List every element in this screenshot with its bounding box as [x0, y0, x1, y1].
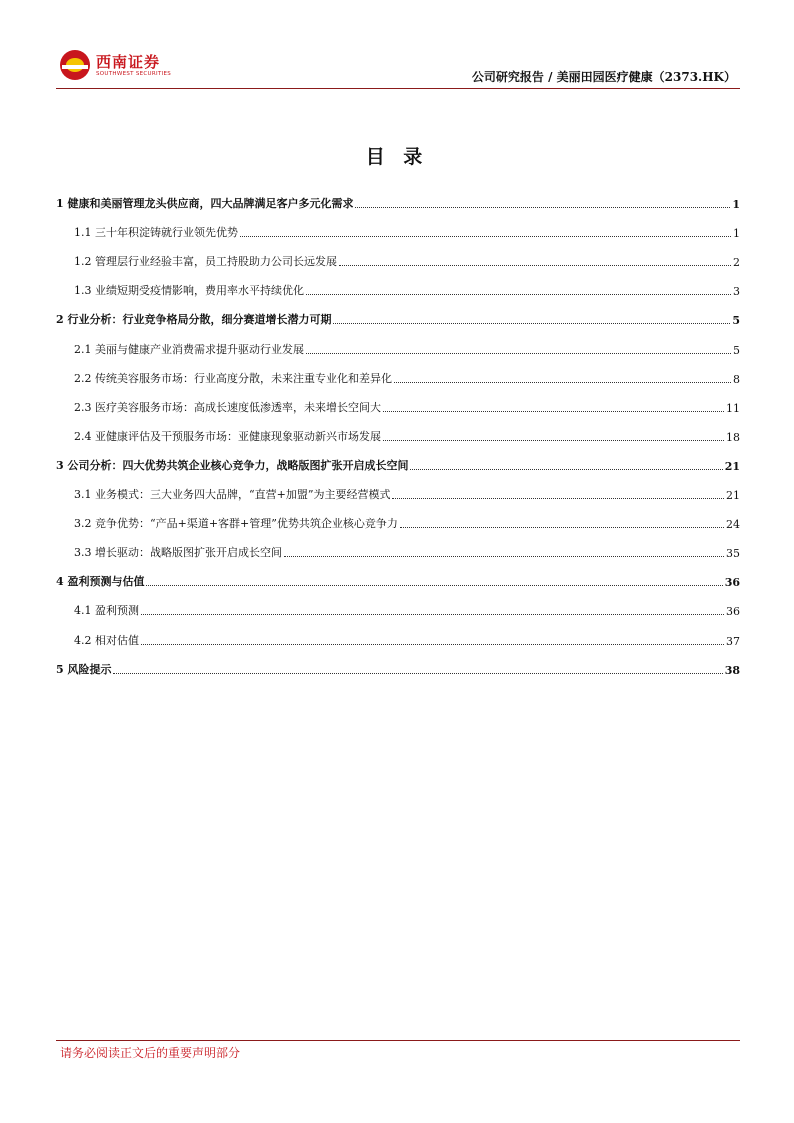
toc-entry-title: 3.1 业务模式：三大业务四大品牌，“直营+加盟”为主要经营模式: [74, 488, 391, 502]
toc-entry[interactable]: [56, 269, 740, 298]
toc-entry[interactable]: [56, 182, 740, 211]
toc-entry[interactable]: [56, 560, 740, 589]
logo-chinese-name: 西南证券: [96, 53, 161, 71]
toc-entry[interactable]: [56, 327, 740, 356]
toc-dot-leader: [392, 498, 724, 499]
toc-entry-page: 11: [726, 401, 740, 415]
toc-dot-leader: [410, 469, 722, 470]
toc-entry-page: 21: [724, 459, 740, 473]
toc-entry-title: 2.3 医疗美容服务市场：高成长速度低渗透率，未来增长空间大: [74, 400, 381, 414]
header-divider: [56, 88, 740, 89]
toc-entry[interactable]: [56, 240, 740, 269]
footer-disclaimer: 请务必阅读正文后的重要声明部分: [60, 1046, 241, 1060]
toc-entry-page: 8: [733, 372, 740, 386]
toc-entry-page: 18: [726, 430, 740, 444]
toc-entry[interactable]: [56, 531, 740, 560]
toc-dot-leader: [339, 265, 731, 266]
toc-entry[interactable]: [56, 473, 740, 502]
toc-dot-leader: [141, 644, 724, 645]
toc-entry-page: 1: [733, 227, 740, 241]
toc-dot-leader: [306, 294, 731, 295]
toc-entry-page: 37: [726, 634, 740, 648]
toc-entry-title: 4 盈利预测与估值: [56, 575, 145, 589]
toc-entry-title: 1.3 业绩短期受疫情影响，费用率水平持续优化: [74, 284, 304, 298]
toc-entry-title: 2.1 美丽与健康产业消费需求提升驱动行业发展: [74, 342, 304, 356]
toc-entry-title: 3 公司分析：四大优势共筑企业核心竞争力，战略版图扩张开启成长空间: [56, 458, 409, 472]
toc-entry-page: 35: [726, 547, 740, 561]
toc-entry-page: 2: [733, 256, 740, 270]
toc-dot-leader: [141, 614, 724, 615]
toc-entry-title: 1.1 三十年积淀铸就行业领先优势: [74, 226, 238, 240]
report-header-title: 公司研究报告 / 美丽田园医疗健康（2373.HK）: [471, 70, 736, 84]
toc-dot-leader: [333, 323, 730, 324]
toc-dot-leader: [113, 673, 722, 674]
toc-entry[interactable]: [56, 618, 740, 647]
toc-entry-page: 36: [724, 576, 740, 590]
toc-entry[interactable]: [56, 386, 740, 415]
toc-dot-leader: [394, 382, 731, 383]
toc-entry-page: 5: [733, 343, 740, 357]
toc-entry[interactable]: [56, 211, 740, 240]
toc-entry-title: 4.1 盈利预测: [74, 604, 139, 618]
toc-entry-title: 3.3 增长驱动：战略版图扩张开启成长空间: [74, 546, 282, 560]
toc-dot-leader: [400, 527, 724, 528]
toc-entry[interactable]: [56, 589, 740, 618]
toc-dot-leader: [355, 207, 730, 208]
footer-divider: [56, 1040, 740, 1041]
toc-entry-title: 1 健康和美丽管理龙头供应商，四大品牌满足客户多元化需求: [56, 197, 354, 211]
toc-entry-page: 21: [726, 489, 740, 503]
toc-entry[interactable]: [56, 444, 740, 473]
company-logo: [60, 48, 200, 88]
toc-entry-title: 2.2 传统美容服务市场：行业高度分散，未来注重专业化和差异化: [74, 371, 392, 385]
toc-entry-page: 5: [732, 314, 740, 328]
toc-dot-leader: [284, 556, 724, 557]
toc-dot-leader: [146, 585, 722, 586]
toc-entry-title: 1.2 管理层行业经验丰富，员工持股助力公司长远发展: [74, 255, 337, 269]
toc-entry[interactable]: [56, 357, 740, 386]
toc-dot-leader: [383, 411, 724, 412]
toc-dot-leader: [383, 440, 724, 441]
logo-english-name: SOUTHWEST SECURITIES: [96, 71, 172, 77]
toc-entry-page: 36: [726, 605, 740, 619]
toc-entry-title: 3.2 竞争优势：“产品+渠道+客群+管理”优势共筑企业核心竞争力: [74, 517, 398, 531]
toc-dot-leader: [306, 353, 731, 354]
toc-entry-page: 1: [732, 198, 740, 212]
toc-entry[interactable]: [56, 648, 740, 677]
toc-heading: 目 录: [365, 146, 429, 168]
toc-entry[interactable]: [56, 298, 740, 327]
toc-entry-title: 4.2 相对估值: [74, 633, 139, 647]
toc-entry-title: 5 风险提示: [56, 662, 112, 676]
toc-entry-page: 38: [724, 663, 740, 677]
logo-emblem-icon: [60, 50, 90, 80]
toc-entry-page: 24: [726, 518, 740, 532]
toc-entry-title: 2.4 亚健康评估及干预服务市场：亚健康现象驱动新兴市场发展: [74, 429, 381, 443]
page-header: [56, 44, 740, 90]
table-of-contents: [56, 182, 740, 677]
toc-entry-page: 3: [733, 285, 740, 299]
toc-entry[interactable]: [56, 415, 740, 444]
toc-entry-title: 2 行业分析：行业竞争格局分散，细分赛道增长潜力可期: [56, 313, 332, 327]
toc-dot-leader: [240, 236, 731, 237]
toc-entry[interactable]: [56, 502, 740, 531]
